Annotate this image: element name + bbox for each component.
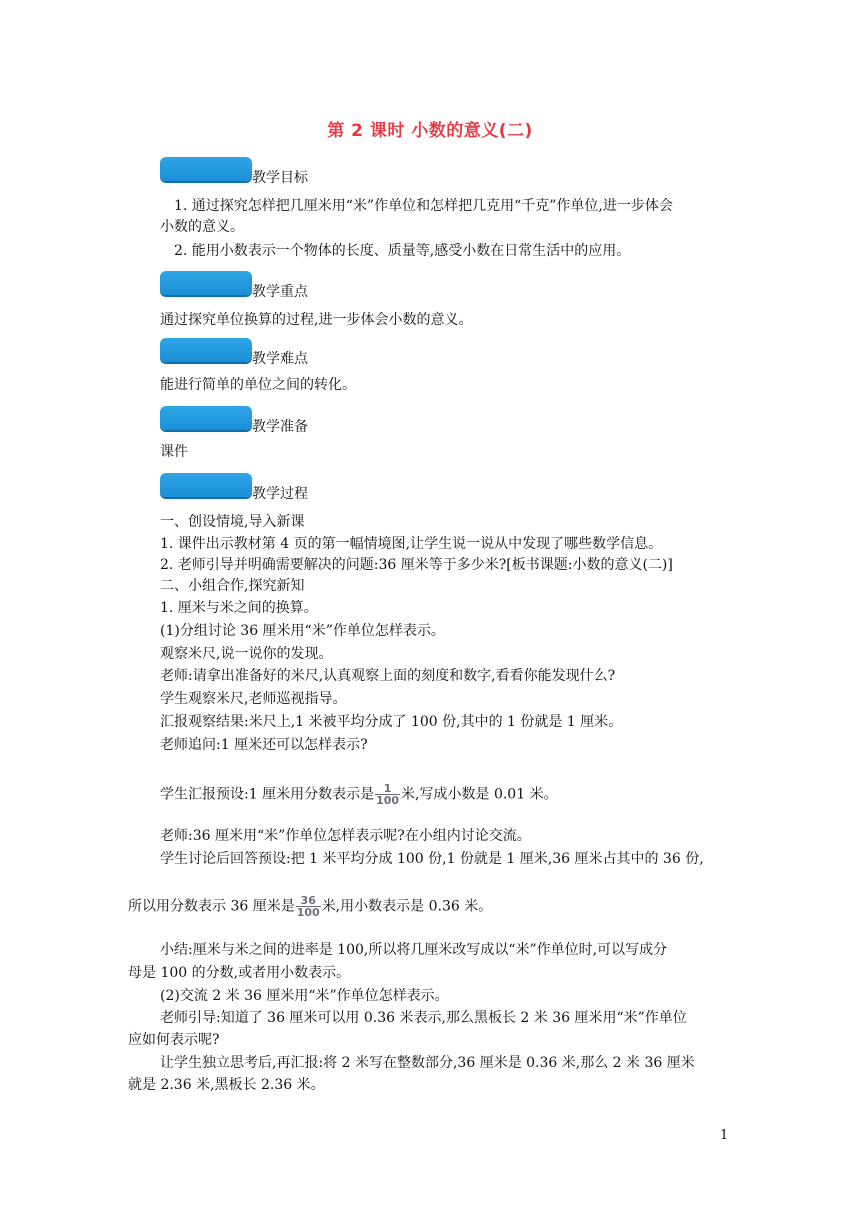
fraction-numerator: 1 xyxy=(383,782,392,795)
page-number: 1 xyxy=(720,1128,729,1143)
fraction-1-100 xyxy=(375,783,400,806)
section-badge xyxy=(160,157,252,181)
section-badge xyxy=(160,271,252,295)
process-line: 就是 2.36 米,黑板长 2.36 米。 xyxy=(128,1077,325,1093)
section-badge xyxy=(160,406,252,430)
fraction-denominator: 100 xyxy=(376,794,400,807)
text-before-fraction: 学生汇报预设:1 厘米用分数表示是 xyxy=(160,786,375,803)
prep-text: 课件 xyxy=(160,444,188,460)
fraction-numerator: 36 xyxy=(300,894,316,907)
fraction-denominator: 100 xyxy=(296,906,320,919)
process-line: (2)交流 2 米 36 厘米用“米”作单位怎样表示。 xyxy=(160,988,449,1004)
text-before-fraction: 所以用分数表示 36 厘米是 xyxy=(128,898,295,915)
process-line: 老师追问:1 厘米还可以怎样表示? xyxy=(160,737,368,753)
goal-1-line-2: 小数的意义。 xyxy=(160,219,244,235)
process-line: 汇报观察结果:米尺上,1 米被平均分成了 100 份,其中的 1 份就是 1 厘米。 xyxy=(160,714,623,730)
text-after-fraction: 米,写成小数是 0.01 米。 xyxy=(401,786,558,803)
process-line: 让学生独立思考后,再汇报:将 2 米写在整数部分,36 厘米是 0.36 米,那么 2 米 36 厘米 xyxy=(160,1055,695,1071)
process-line: 老师引导:知道了 36 厘米可以用 0.36 米表示,那么黑板长 2 米 36 厘米用“米”作单位 xyxy=(160,1010,687,1026)
section-label-goals: 教学目标 xyxy=(252,170,308,186)
process-line: 1. 课件出示教材第 4 页的第一幅情境图,让学生说一说从中发现了哪些数学信息。 xyxy=(160,536,663,552)
process-line: (1)分组讨论 36 厘米用“米”作单位怎样表示。 xyxy=(160,623,445,639)
goal-2: 2. 能用小数表示一个物体的长度、质量等,感受小数在日常生活中的应用。 xyxy=(174,243,631,259)
process-heading-1: 一、创设情境,导入新课 xyxy=(160,514,305,530)
process-line: 观察米尺,说一说你的发现。 xyxy=(160,646,333,662)
section-label-process: 教学过程 xyxy=(252,486,308,502)
goal-1-line-1: 1. 通过探究怎样把几厘米用“米”作单位和怎样把几克用“千克”作单位,进一步体会 xyxy=(174,198,673,214)
section-label-prep: 教学准备 xyxy=(252,419,308,435)
page-title: 第 2 课时 小数的意义(二) xyxy=(327,121,533,141)
process-line: 2. 老师引导并明确需要解决的问题:36 厘米等于多少米?[板书课题:小数的意义(二)] xyxy=(160,557,673,573)
section-label-difficulty: 教学难点 xyxy=(252,351,308,367)
fraction-36-100 xyxy=(296,895,321,918)
process-line: 1. 厘米与米之间的换算。 xyxy=(160,600,318,616)
process-line: 老师:36 厘米用“米”作单位怎样表示呢?在小组内讨论交流。 xyxy=(160,828,531,844)
process-line: 老师:请拿出准备好的米尺,认真观察上面的刻度和数字,看看你能发现什么? xyxy=(160,668,616,684)
section-badge xyxy=(160,338,252,362)
text-after-fraction: 米,用小数表示是 0.36 米。 xyxy=(321,898,493,915)
key-text: 通过探究单位换算的过程,进一步体会小数的意义。 xyxy=(160,312,473,328)
difficulty-text: 能进行简单的单位之间的转化。 xyxy=(160,377,356,393)
section-badge xyxy=(160,473,252,497)
section-label-key: 教学重点 xyxy=(252,284,308,300)
process-line-fraction-2 xyxy=(128,895,492,918)
process-line: 学生观察米尺,老师巡视指导。 xyxy=(160,691,347,707)
process-line: 学生讨论后回答预设:把 1 米平均分成 100 份,1 份就是 1 厘米,36 厘米占其中的 36 份, xyxy=(160,851,704,867)
summary-line-2: 母是 100 的分数,或者用小数表示。 xyxy=(128,965,351,981)
summary-line-1: 小结:厘米与米之间的进率是 100,所以将几厘米改写成以“米”作单位时,可以写成分 xyxy=(160,942,668,958)
process-line-fraction-1 xyxy=(160,783,558,806)
process-line: 应如何表示呢? xyxy=(128,1032,220,1048)
process-heading-2: 二、小组合作,探究新知 xyxy=(160,578,305,594)
